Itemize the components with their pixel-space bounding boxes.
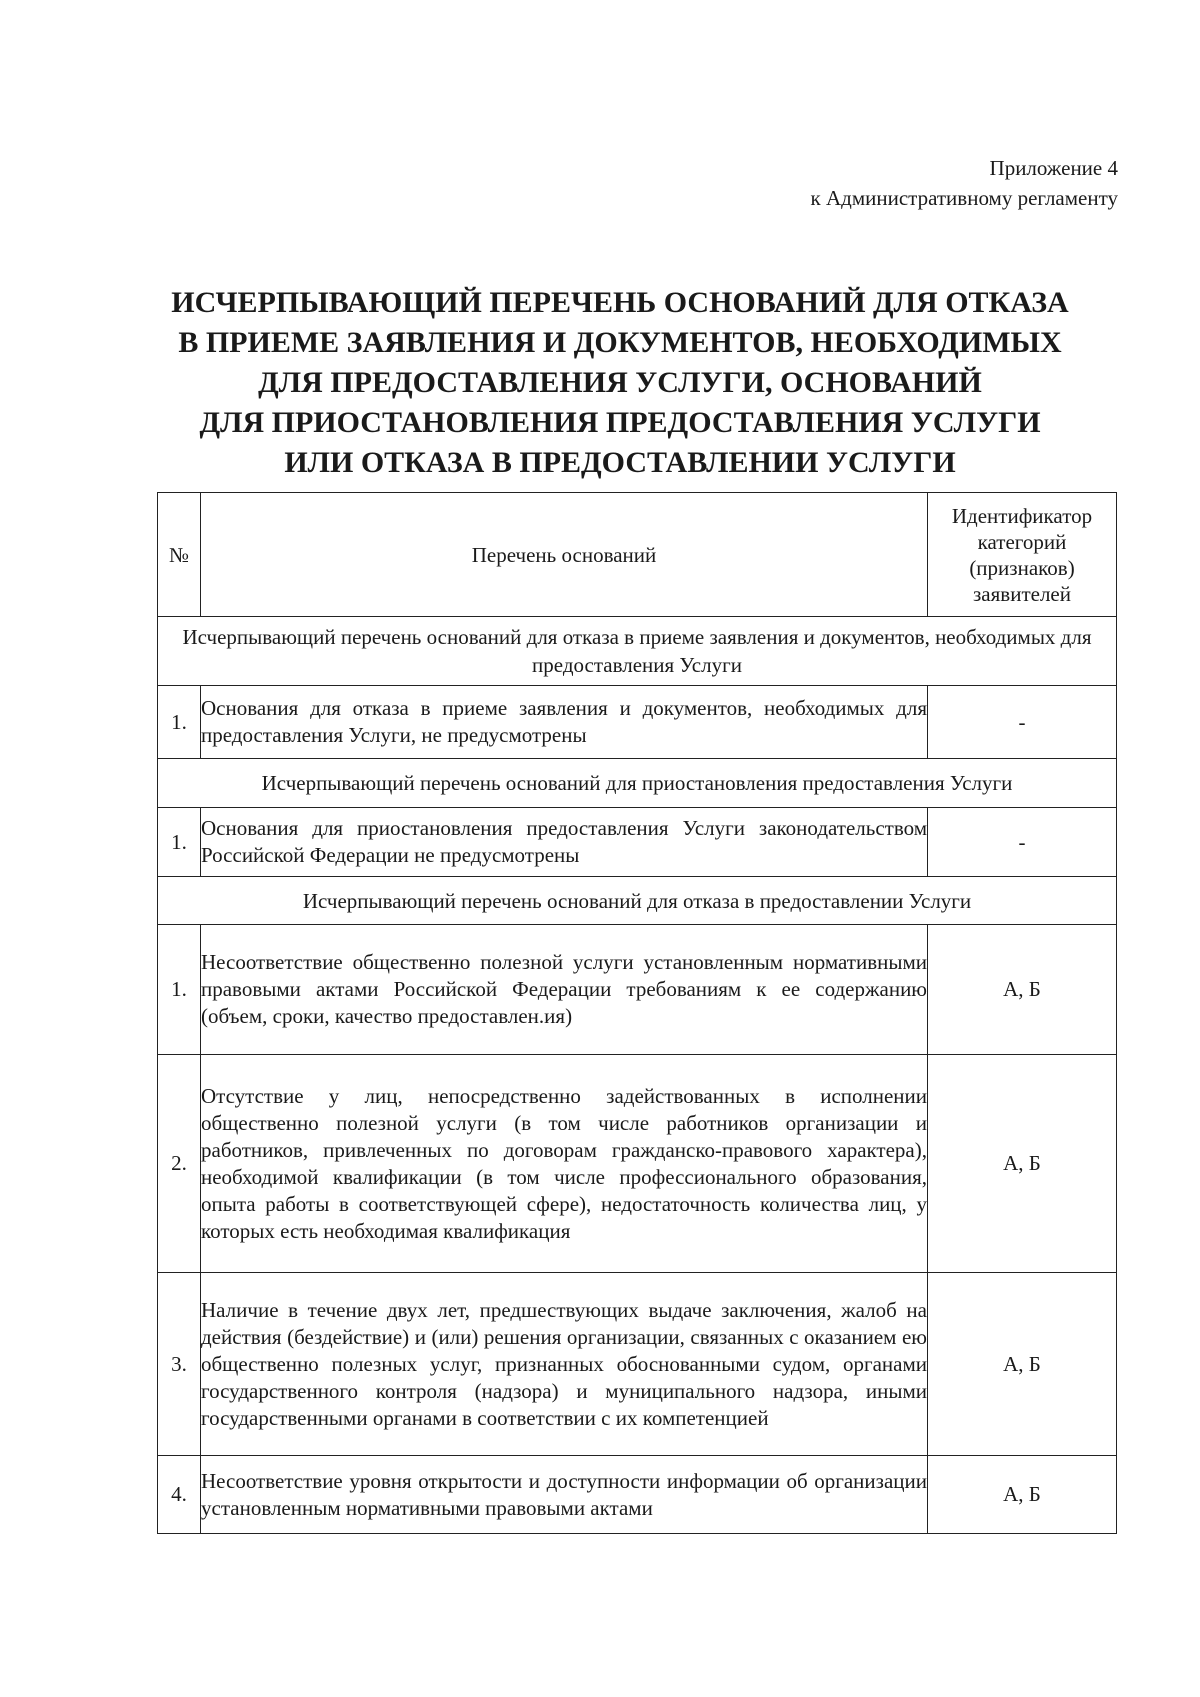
section-row bbox=[158, 877, 1117, 925]
header-number: № bbox=[158, 493, 201, 617]
table-row bbox=[158, 686, 1117, 759]
appendix-header bbox=[811, 153, 1118, 213]
document-title bbox=[160, 283, 1080, 483]
row-grounds-text: Основания для отказа в приеме заявления и документов, необходимых для предоставления Услуги, не предусмотрены bbox=[201, 686, 928, 759]
title-line: В ПРИЕМЕ ЗАЯВЛЕНИЯ И ДОКУМЕНТОВ, НЕОБХОДИМЫХ bbox=[178, 326, 1062, 359]
row-identifier: А, Б bbox=[928, 1273, 1117, 1456]
table-row bbox=[158, 925, 1117, 1055]
header-grounds-list: Перечень оснований bbox=[201, 493, 928, 617]
row-number: 1. bbox=[158, 925, 201, 1055]
row-grounds-text: Наличие в течение двух лет, предшествующих выдаче заключения, жалоб на действия (бездействие) и (или) решения организации, связанных с оказанием ею общественно полезных услуг, признанных обоснованными судом, органами государственного контроля (надзора) и муниципального надзора, иными государственными органами в соответствии с их компетенцией bbox=[201, 1273, 928, 1456]
row-grounds-text: Основания для приостановления предоставления Услуги законодательством Российской Федерации не предусмотрены bbox=[201, 808, 928, 877]
section-title-refusal-service: Исчерпывающий перечень оснований для отказа в предоставлении Услуги bbox=[158, 877, 1117, 925]
grounds-table bbox=[157, 492, 1117, 1534]
section-title-refusal-acceptance: Исчерпывающий перечень оснований для отказа в приеме заявления и документов, необходимых для предоставления Услуги bbox=[158, 617, 1117, 686]
row-number: 2. bbox=[158, 1055, 201, 1273]
appendix-number: Приложение 4 bbox=[989, 156, 1118, 180]
title-line: ИСЧЕРПЫВАЮЩИЙ ПЕРЕЧЕНЬ ОСНОВАНИЙ ДЛЯ ОТКАЗА bbox=[171, 286, 1069, 319]
section-row bbox=[158, 617, 1117, 686]
row-number: 3. bbox=[158, 1273, 201, 1456]
section-row bbox=[158, 759, 1117, 808]
table-row bbox=[158, 1456, 1117, 1534]
row-identifier: А, Б bbox=[928, 1456, 1117, 1534]
appendix-reference: к Административному регламенту bbox=[810, 186, 1118, 210]
row-number: 4. bbox=[158, 1456, 201, 1534]
row-identifier: - bbox=[928, 808, 1117, 877]
section-title-suspension: Исчерпывающий перечень оснований для приостановления предоставления Услуги bbox=[158, 759, 1117, 808]
header-applicant-identifier: Идентификатор категорий (признаков) заявителей bbox=[928, 493, 1117, 617]
row-identifier: А, Б bbox=[928, 925, 1117, 1055]
table-row bbox=[158, 1055, 1117, 1273]
row-grounds-text: Несоответствие общественно полезной услуги установленным нормативными правовыми актами Российской Федерации требованиям к ее содержанию (объем, сроки, качество предоставлен.ия) bbox=[201, 925, 928, 1055]
title-line: ДЛЯ ПРЕДОСТАВЛЕНИЯ УСЛУГИ, ОСНОВАНИЙ bbox=[258, 366, 982, 399]
row-grounds-text: Отсутствие у лиц, непосредственно задействованных в исполнении общественно полезной услуги (в том числе работников организации и работников, привлеченных по договорам гражданско-правового характера), необходимой квалификации (в том числе профессионального образования, опыта работы в соответствующей сфере), недостаточность количества лиц, у которых есть необходимая квалификация bbox=[201, 1055, 928, 1273]
row-identifier: А, Б bbox=[928, 1055, 1117, 1273]
row-grounds-text: Несоответствие уровня открытости и доступности информации об организации установленным нормативными правовыми актами bbox=[201, 1456, 928, 1534]
row-number: 1. bbox=[158, 808, 201, 877]
title-line: ИЛИ ОТКАЗА В ПРЕДОСТАВЛЕНИИ УСЛУГИ bbox=[284, 446, 956, 479]
table-row bbox=[158, 808, 1117, 877]
title-line: ДЛЯ ПРИОСТАНОВЛЕНИЯ ПРЕДОСТАВЛЕНИЯ УСЛУГИ bbox=[199, 406, 1041, 439]
row-identifier: - bbox=[928, 686, 1117, 759]
row-number: 1. bbox=[158, 686, 201, 759]
table-header-row bbox=[158, 493, 1117, 617]
table-row bbox=[158, 1273, 1117, 1456]
